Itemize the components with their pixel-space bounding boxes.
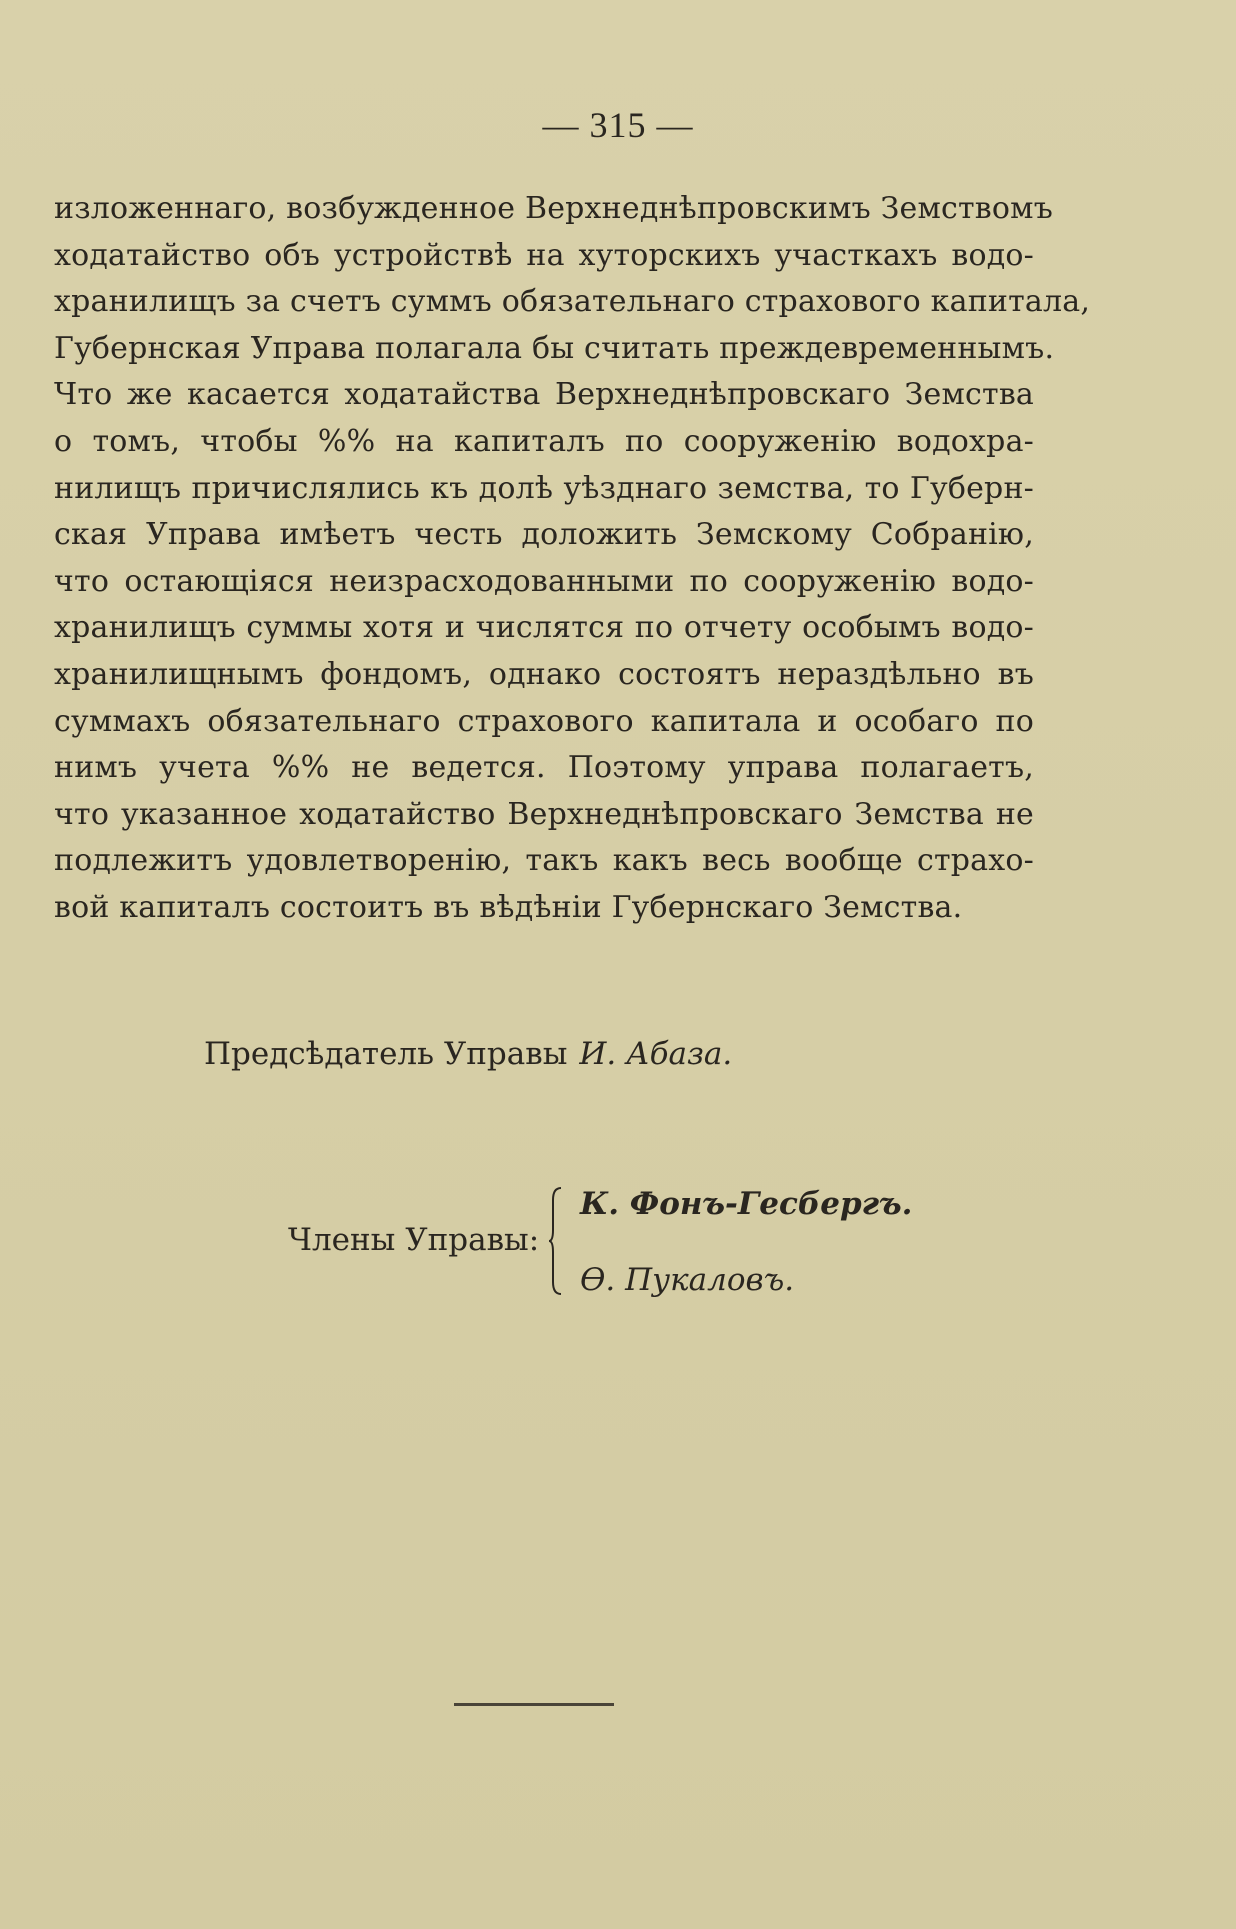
text-line: что остающіяся неизрасходованными по сооруженію водо- [54,563,1034,599]
page-number: — 315 — [542,105,694,145]
text-line: ская Управа имѣетъ честь доложить Земскому Собранію, [54,517,1034,553]
members-label: Члены Управы: [288,1222,540,1258]
text-line: изложеннаго, возбужденное Верхнеднѣпровскимъ Земствомъ [54,191,1053,226]
closing-rule [454,1703,614,1706]
text-line: хранилищъ суммы хотя и числятся по отчету особымъ водо- [54,610,1034,646]
text-line: подлежитъ удовлетворенію, такъ какъ весь вообще страхо- [54,843,1034,879]
chairman-name: И. Абаза. [579,1036,733,1072]
text-line: хранилищъ за счетъ суммъ обязательнаго страхового капитала, [54,284,1091,320]
text-line: хранилищнымъ фондомъ, однако состоятъ нераздѣльно въ [54,656,1034,692]
curly-brace-icon [548,1186,564,1296]
text-line: Губернская Управа полагала бы считать преждевременнымъ. [54,330,1055,366]
text-line: вой капиталъ состоитъ въ вѣдѣніи Губернскаго Земства. [54,889,963,925]
text-line: о томъ, чтобы %% на капиталъ по сооруженію водохра- [54,423,1034,459]
text-line: нилищъ причислялись къ долѣ уѣзднаго земства, то Губерн- [54,470,1034,506]
chairman-label: Предсѣдатель Управы [204,1036,568,1072]
member-signature: К. Фонъ-Гесбергъ. [580,1186,913,1222]
member-signature: Ѳ. Пукаловъ. [580,1262,795,1298]
text-line: нимъ учета %% не ведется. Поэтому управа полагаетъ, [54,750,1034,786]
text-line: что указанное ходатайство Верхнеднѣпровскаго Земства не [54,796,1034,832]
chairman-signature [204,1036,732,1072]
text-line: ходатайство объ устройствѣ на хуторскихъ участкахъ водо- [54,237,1034,273]
text-line: Что же касается ходатайства Верхнеднѣпровскаго Земства [54,377,1034,413]
body-text [54,186,1091,932]
text-line: суммахъ обязательнаго страхового капитала и особаго по [54,703,1034,739]
